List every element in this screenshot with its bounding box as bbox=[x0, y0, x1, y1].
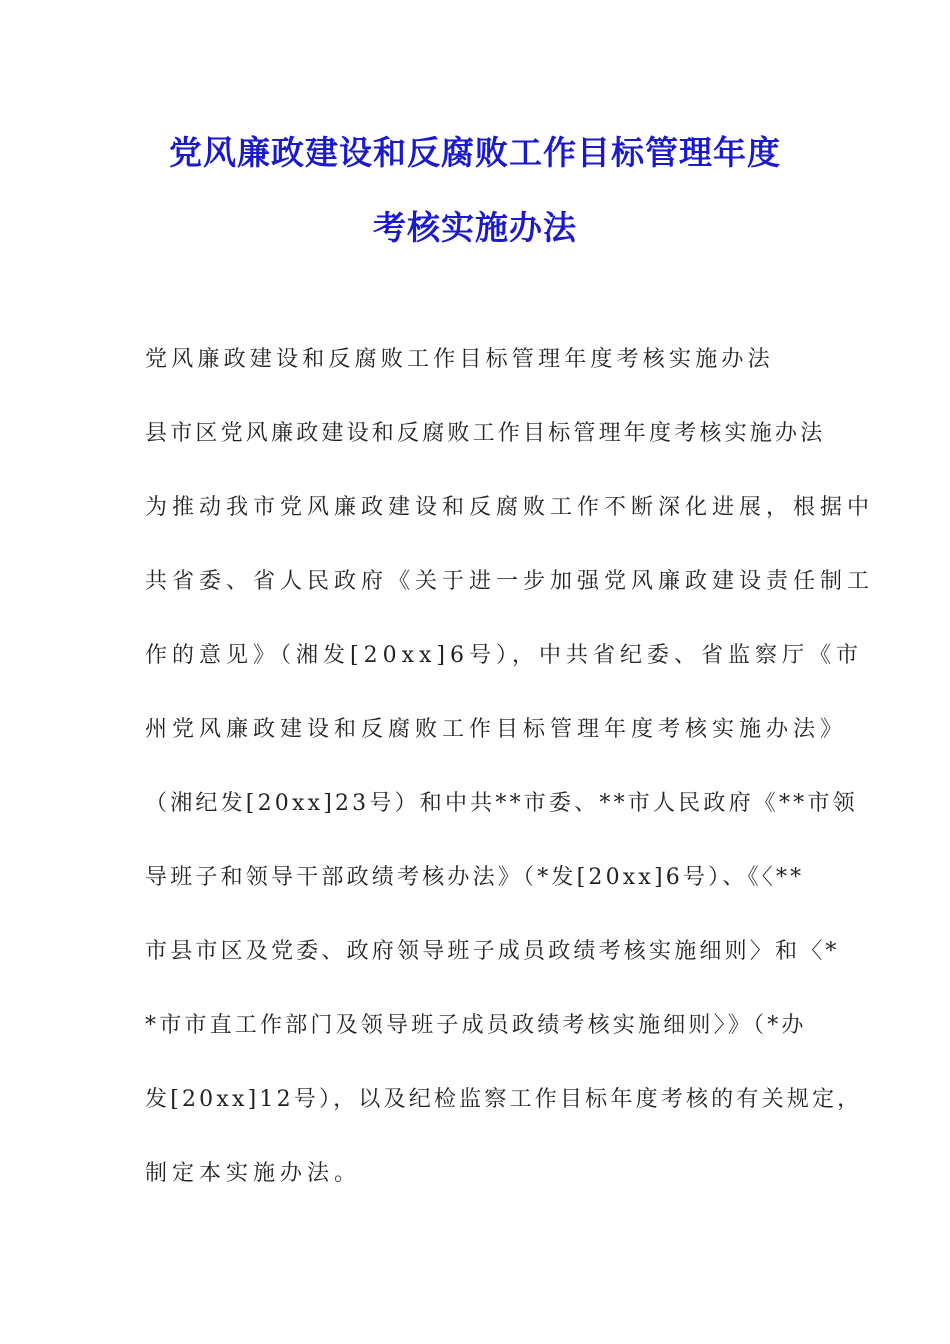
body-line-4: 共省委、省人民政府《关于进一步加强党风廉政建设责任制工 bbox=[145, 569, 875, 594]
body-line-11: 发[20xx]12号），以及纪检监察工作目标年度考核的有关规定， bbox=[145, 1087, 863, 1112]
body-line-3: 为推动我市党风廉政建设和反腐败工作不断深化进展，根据中 bbox=[145, 495, 875, 520]
body-line-5: 作的意见》（湘发[20xx]6号），中共省纪委、省监察厅《市 bbox=[145, 643, 863, 668]
body-line-6: 州党风廉政建设和反腐败工作目标管理年度考核实施办法》 bbox=[145, 717, 848, 742]
body-line-12: 制定本实施办法。 bbox=[145, 1161, 362, 1186]
body-line-9: 市县市区及党委、政府领导班子成员政绩考核实施细则〉和〈* bbox=[145, 939, 840, 964]
body-line-8: 导班子和领导干部政绩考核办法》（*发[20xx]6号）、《〈** bbox=[145, 865, 805, 890]
body-line-7: （湘纪发[20xx]23号）和中共**市委、**市人民政府《**市领 bbox=[145, 791, 858, 816]
body-line-10: *市市直工作部门及领导班子成员政绩考核实施细则〉》（*办 bbox=[145, 1013, 807, 1038]
document-title-line-1: 党风廉政建设和反腐败工作目标管理年度 bbox=[169, 133, 781, 172]
document-title-line-2: 考核实施办法 bbox=[373, 208, 577, 247]
document-body bbox=[145, 340, 875, 1228]
body-line-2: 县市区党风廉政建设和反腐败工作目标管理年度考核实施办法 bbox=[145, 421, 826, 446]
body-line-1: 党风廉政建设和反腐败工作目标管理年度考核实施办法 bbox=[145, 347, 774, 372]
